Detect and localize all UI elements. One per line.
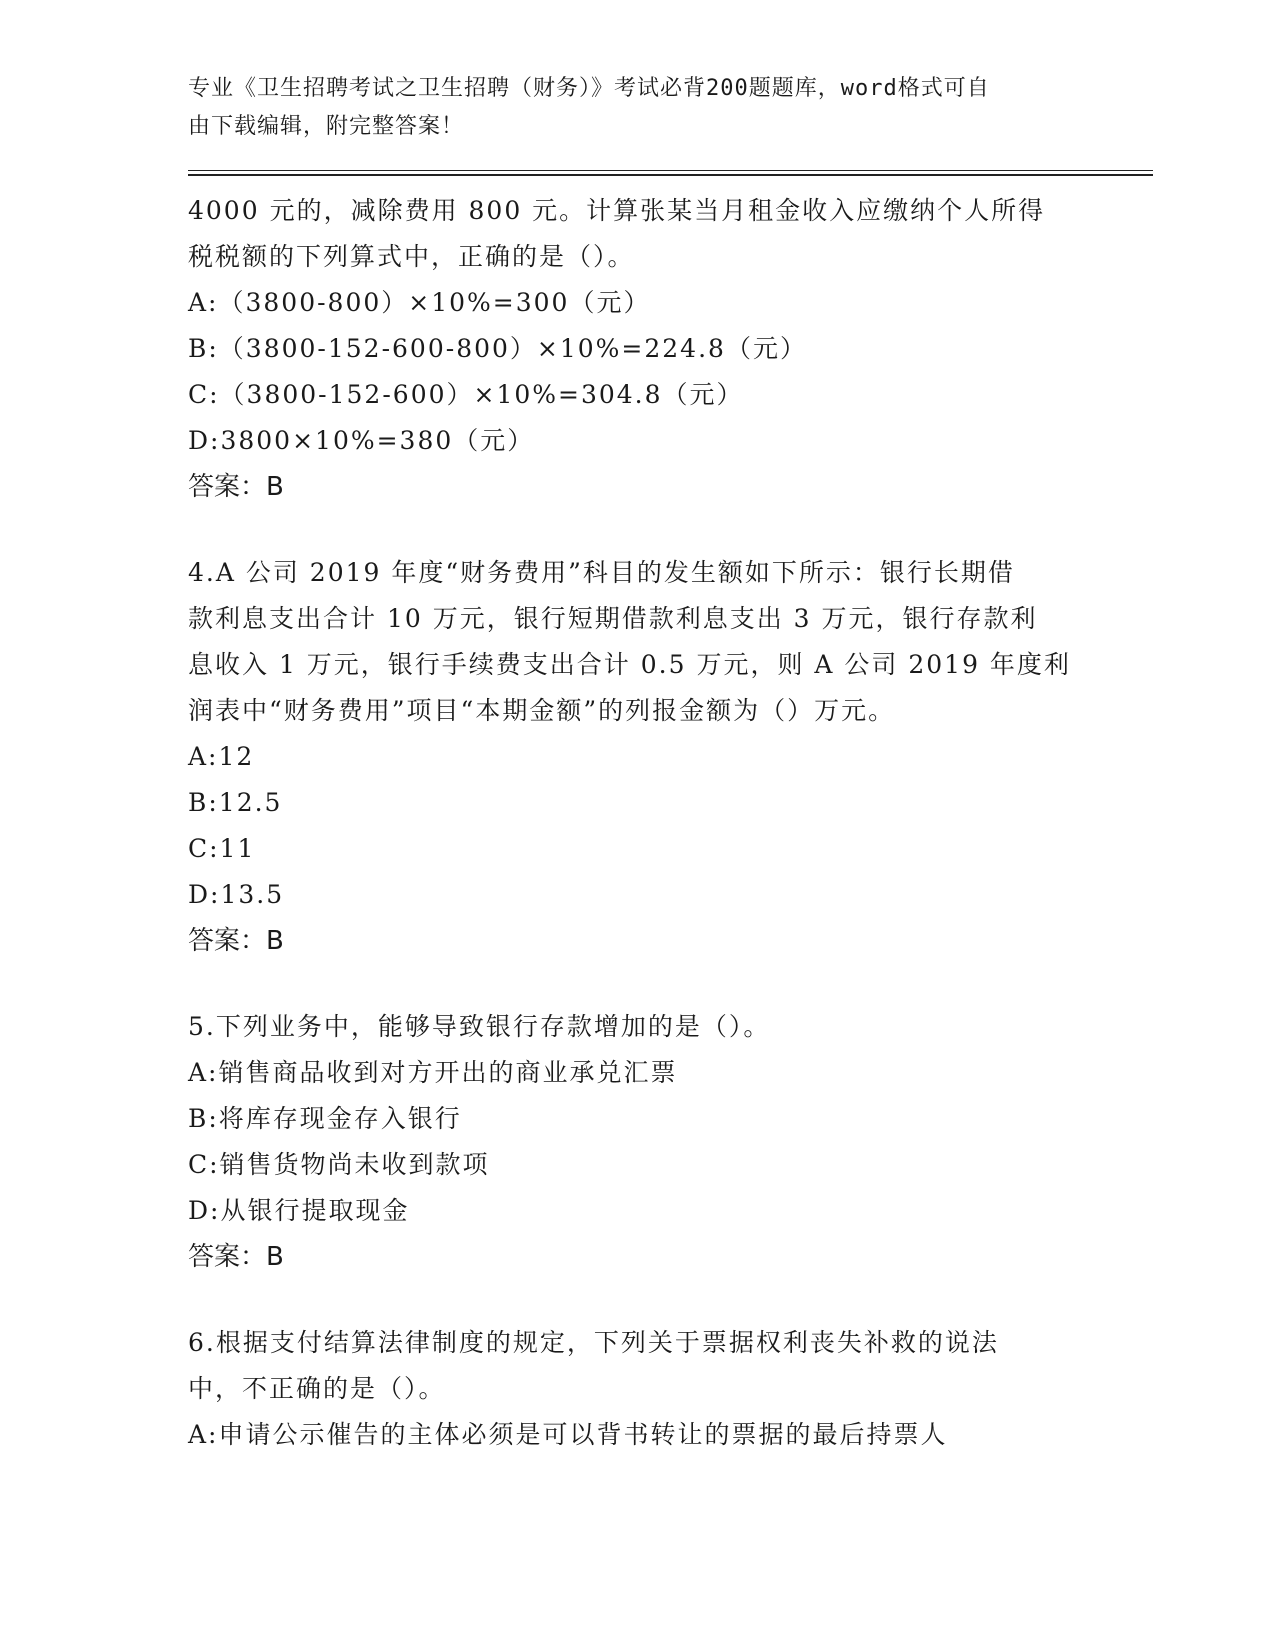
question-6 <box>188 1320 1088 1458</box>
question-3 <box>188 188 1088 510</box>
option-d: D:从银行提取现金 <box>188 1196 410 1225</box>
option-b: B:将库存现金存入银行 <box>188 1104 462 1133</box>
question-stem-line: 中，不正确的是（）。 <box>188 1374 446 1403</box>
answer-label: 答案：B <box>188 472 284 502</box>
option-c: C:（3800-152-600）×10%=304.8（元） <box>188 380 744 409</box>
spacer <box>188 1280 1088 1320</box>
header-divider-thick <box>188 174 1153 176</box>
question-stem-line: 润表中“财务费用”项目“本期金额”的列报金额为（）万元。 <box>188 696 896 725</box>
option-b: B:（3800-152-600-800）×10%=224.8（元） <box>188 334 807 363</box>
header-title-line-1: 专业《卫生招聘考试之卫生招聘（财务）》考试必背200题题库，word格式可自 <box>188 76 990 101</box>
option-a: A:销售商品收到对方开出的商业承兑汇票 <box>188 1058 678 1087</box>
spacer <box>188 510 1088 550</box>
option-b: B:12.5 <box>188 788 283 817</box>
question-stem-line: 4.A 公司 2019 年度“财务费用”科目的发生额如下所示：银行长期借 <box>188 558 1015 587</box>
question-stem-line: 税税额的下列算式中，正确的是（）。 <box>188 242 635 271</box>
option-a: A:（3800-800）×10%=300（元） <box>188 288 651 317</box>
document-header <box>188 70 1068 146</box>
question-stem-line: 款利息支出合计 10 万元，银行短期借款利息支出 3 万元，银行存款利 <box>188 604 1038 633</box>
header-divider-thin <box>188 170 1153 171</box>
option-c: C:销售货物尚未收到款项 <box>188 1150 490 1179</box>
question-4 <box>188 550 1088 964</box>
answer-label: 答案：B <box>188 1242 284 1272</box>
spacer <box>188 964 1088 1004</box>
question-stem-line: 4000 元的，减除费用 800 元。计算张某当月租金收入应缴纳个人所得 <box>188 196 1046 225</box>
question-stem-line: 6.根据支付结算法律制度的规定，下列关于票据权利丧失补救的说法 <box>188 1328 999 1357</box>
header-title-line-2: 由下载编辑，附完整答案！ <box>188 114 465 139</box>
question-stem-line: 5.下列业务中，能够导致银行存款增加的是（）。 <box>188 1012 771 1041</box>
option-a: A:申请公示催告的主体必须是可以背书转让的票据的最后持票人 <box>188 1420 948 1449</box>
option-d: D:3800×10%=380（元） <box>188 426 535 455</box>
option-a: A:12 <box>188 742 255 771</box>
question-5 <box>188 1004 1088 1280</box>
document-body <box>188 188 1088 1458</box>
option-c: C:11 <box>188 834 256 863</box>
question-stem-line: 息收入 1 万元，银行手续费支出合计 0.5 万元，则 A 公司 2019 年度利 <box>188 650 1071 679</box>
answer-label: 答案：B <box>188 926 284 956</box>
option-d: D:13.5 <box>188 880 285 909</box>
